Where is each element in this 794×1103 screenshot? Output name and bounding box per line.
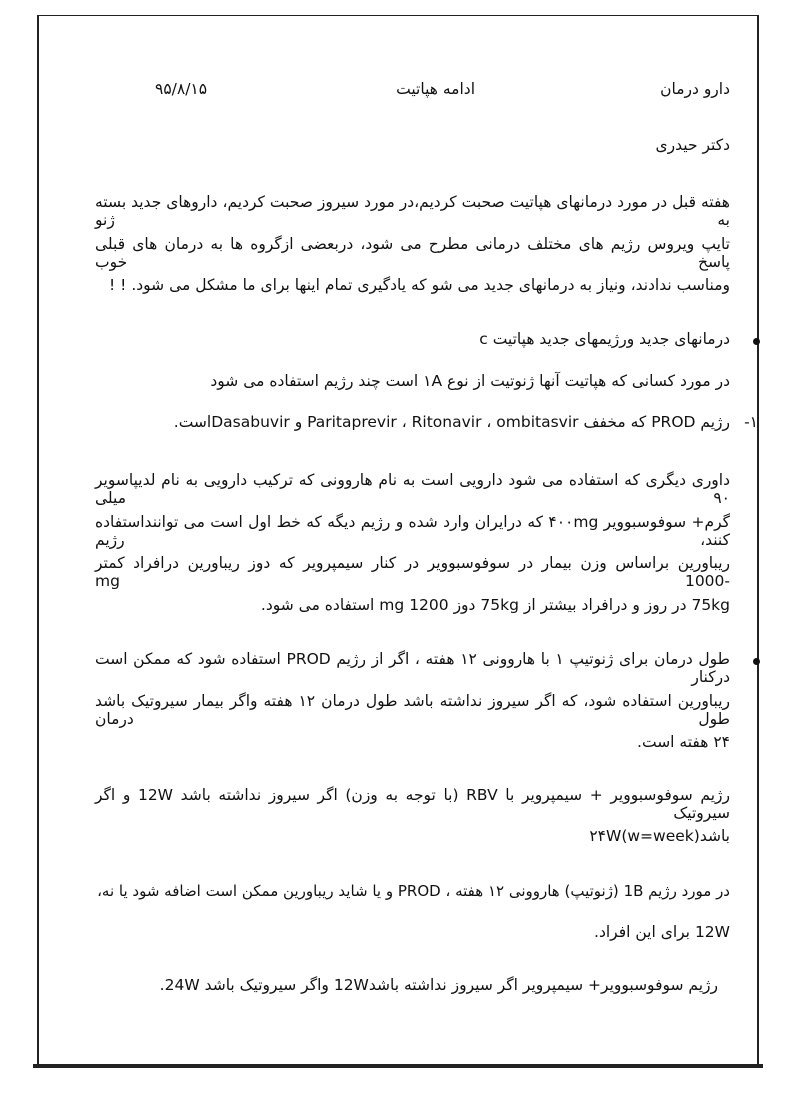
lecturer-name: دکتر حیدری (655, 136, 730, 154)
course-title: دارو درمان (660, 80, 730, 98)
para4-line-2: 12W برای این افراد. (594, 923, 730, 941)
topic-title: ادامه هپاتیت (396, 80, 475, 98)
para2-line-3: ریباورین براساس وزن بیمار در سوفوسبوویر در کنار سیمپرویر که دوز ریباورین درافراد کمتر -1000 mg (95, 554, 730, 590)
para2-line-2: گرم+ سوفوسبوویر ۴۰۰mg که درایران وارد شده و رژیم دیگه که خط اول است می توانند‌استفاده کنند، رژیم (95, 513, 730, 549)
para2-line-4: 75kg در روز و درافراد بیشتر از 75kg دوز 1200 mg استفاده می شود. (260, 596, 730, 614)
page-bottom-border (33, 1064, 763, 1068)
para5: رژیم سوفوسبوویر+ سیمپرویر اگر سیروز نداشته باشد12W واگر سیروتیک باشد 24W. (159, 976, 718, 994)
bullet1-title: درمانهای جدید ورژیمهای جدید هپاتیت c (479, 330, 730, 348)
prod-regimen-item: رژیم PROD که مخفف Paritaprevir ، Ritonavir ، ombitasvir و Dasabuvirاست. (173, 413, 730, 431)
page-header (95, 80, 730, 104)
para3-line-1: رژیم سوفوسبوویر + سیمپرویر با RBV (با توجه به وزن) اگر سیروز نداشته باشد 12W و اگر سیروتیک (95, 786, 731, 822)
bullet-marker-2 (753, 658, 760, 665)
bullet2-line-1: طول درمان برای ژنوتیپ ۱ با هاروونی ۱۲ هفته ، اگر از رژیم PROD استفاده شود که ممکن است درکنار (95, 650, 731, 686)
para3-line-2: باشد۲۴W(w=week) (589, 827, 730, 845)
para2-line-1: داوری دیگری که استفاده می شود دارویی است به نام هاروونی که ترکیب دارویی به نام لدیپاسویر ۹۰ میلی (95, 471, 730, 507)
lecture-date: ۹۵/۸/۱۵ (155, 80, 208, 98)
intro-line-1: هفته قبل در مورد درمانهای هپاتیت صحبت کردیم،در مورد سیروز صحبت کردیم، داروهای جدید بسته به ژنو (95, 193, 730, 229)
intro-line-3: ومناسب ندادند، ونیاز به درمانهای جدید می شو که یادگیری تمام اینها برای ما مشکل می شود. ! ! (109, 276, 730, 294)
bullet-marker-1 (753, 338, 760, 345)
intro-line-2: تایپ ویروس رژیم های مختلف درمانی مطرح می شود، دربعضی ازگروه ها به درمان های قبلی پاسخ خوب (95, 235, 730, 271)
bullet2-line-2: ریباورین استفاده شود، که اگر سیروز نداشته باشد طول درمان ۱۲ هفته واگر بیمار سیروتیک باشد طول درمان (95, 692, 731, 728)
item-number: ۱- (744, 413, 758, 431)
bullet2-line-3: ۲۴ هفته است. (637, 733, 730, 751)
para4-line-1: در مورد رژیم 1B (ژنوتیپ) هاروونی ۱۲ هفته ، PROD و یا شاید ریباورین ممکن است اضافه شود یا نه، (97, 882, 730, 900)
bullet1-line: در مورد کسانی که هپاتیت آنها ژنوتیت از نوع ۱A است چند رژیم استفاده می شود (210, 372, 730, 390)
